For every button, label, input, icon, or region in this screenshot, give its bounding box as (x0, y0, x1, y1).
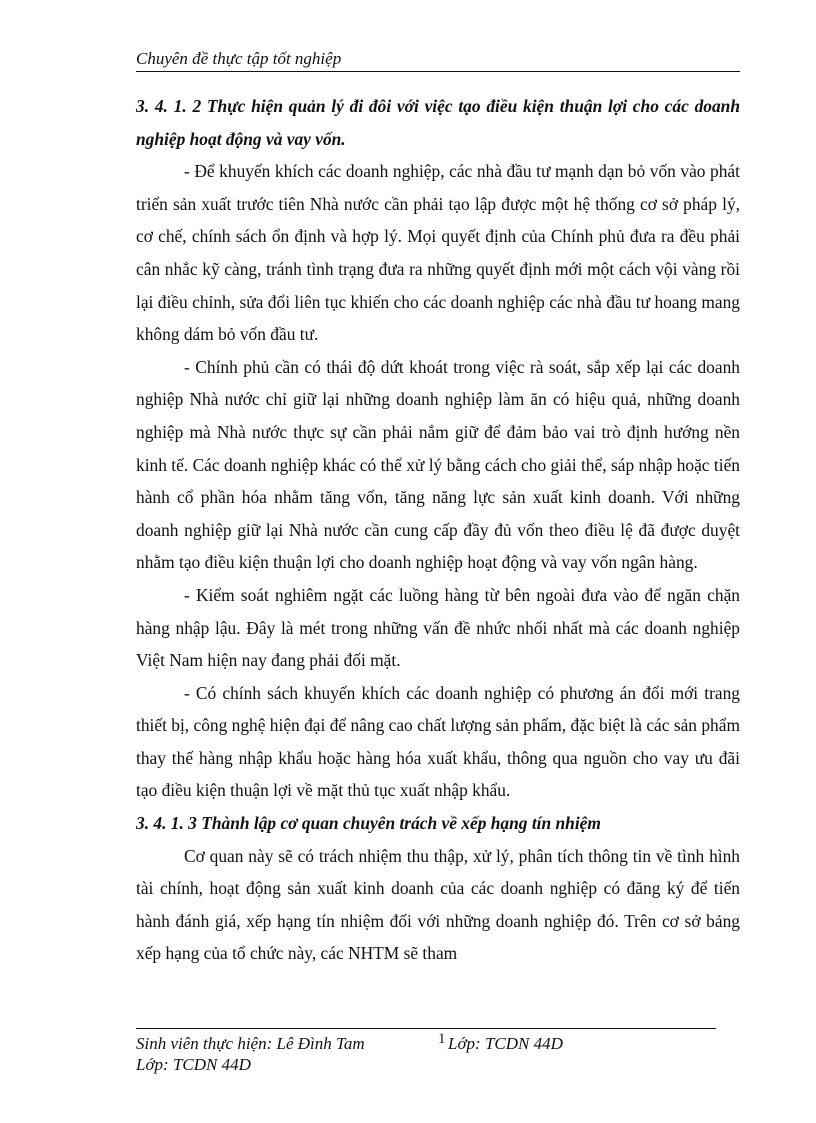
footer-student: Sinh viên thực hiện: Lê Đình Tam (136, 1034, 365, 1053)
paragraph: - Để khuyến khích các doanh nghiệp, các nhà đầu tư mạnh dạn bỏ vốn vào phát triển sản xuất trước tiên Nhà nước cần phải tạo lập được một hệ thống cơ sở pháp lý, cơ chế, chính sách ổn định và hợp lý. Mọi quyết định của Chính phủ đưa ra đều phải cân nhắc kỹ càng, tránh tình trạng đưa ra những quyết định mới một cách vội vàng rồi lại điều chỉnh, sửa đổi liên tục khiến cho các doanh nghiệp các nhà đầu tư hoang mang không dám bỏ vốn đầu tư. (136, 161, 740, 345)
paragraph: - Chính phủ cần có thái độ dứt khoát trong việc rà soát, sắp xếp lại các doanh nghiệp Nhà nước chỉ giữ lại những doanh nghiệp làm ăn có hiệu quả, những doanh nghiệp mà Nhà nước thực sự cần phải nắm giữ để đảm bảo vai trò định hướng nền kinh tế. Các doanh nghiệp khác có thể xử lý bằng cách cho giải thể, sáp nhập hoặc tiến hành cổ phần hóa nhằm tăng vốn, tăng năng lực sản xuất kinh doanh. Với những doanh nghiệp giữ lại Nhà nước cần cung cấp đầy đủ vốn theo điều lệ đã được duyệt nhằm tạo điều kiện thuận lợi cho doanh nghiệp hoạt động và vay vốn ngân hàng. (136, 356, 740, 573)
page-number: 1 (438, 1031, 446, 1047)
footer-class-second: Lớp: TCDN 44D (136, 1055, 251, 1074)
document-body (136, 90, 740, 970)
footer-divider (136, 1028, 716, 1029)
page-footer (136, 1033, 740, 1075)
section-heading: 3. 4. 1. 2 Thực hiện quản lý đi đôi với việc tạo điều kiện thuận lợi cho các doanh nghiệp hoạt động và vay vốn. (136, 96, 740, 149)
section-heading: 3. 4. 1. 3 Thành lập cơ quan chuyên trách về xếp hạng tín nhiệm (136, 813, 601, 834)
page-header: Chuyên đề thực tập tốt nghiệp (136, 48, 740, 72)
paragraph: - Có chính sách khuyến khích các doanh nghiệp có phương án đổi mới trang thiết bị, công nghệ hiện đại để nâng cao chất lượng sản phẩm, đặc biệt là các sản phẩm thay thế hàng nhập khẩu hoặc hàng hóa xuất khẩu, thông qua nguồn cho vay ưu đãi tạo điều kiện thuận lợi về mặt thủ tục xuất nhập khẩu. (136, 682, 740, 801)
paragraph: Cơ quan này sẽ có trách nhiệm thu thập, xử lý, phân tích thông tin về tình hình tài chính, hoạt động sản xuất kinh doanh của các doanh nghiệp có đăng ký để tiến hành đánh giá, xếp hạng tín nhiệm đối với những doanh nghiệp đó. Trên cơ sở bảng xếp hạng của tổ chức này, các NHTM sẽ tham (136, 845, 740, 964)
paragraph: - Kiểm soát nghiêm ngặt các luồng hàng từ bên ngoài đưa vào để ngăn chặn hàng nhập lậu. Đây là mét trong những vấn đề nhức nhối nhất mà các doanh nghiệp Việt Nam hiện nay đang phải đối mặt. (136, 584, 740, 671)
footer-class: Lớp: TCDN 44D (448, 1034, 563, 1053)
